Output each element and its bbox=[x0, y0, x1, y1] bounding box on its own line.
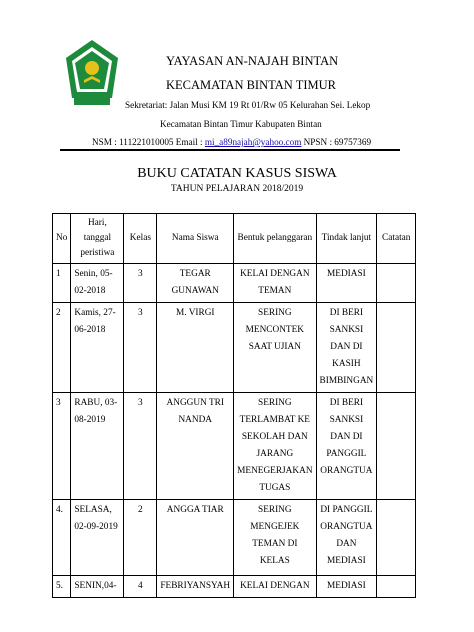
header-student-name: Nama Siswa bbox=[157, 214, 234, 264]
cell-no: 3 bbox=[53, 393, 71, 500]
cell-violation: SERING MENCONTEK SAAT UJIAN bbox=[234, 303, 316, 393]
header-class: Kelas bbox=[124, 214, 157, 264]
cell-notes bbox=[377, 500, 416, 576]
npsn-label: NPSN : 69757369 bbox=[301, 137, 372, 147]
cell-date: SELASA, 02-09-2019 bbox=[71, 500, 124, 576]
header-violation: Bentuk pelanggaran bbox=[234, 214, 316, 264]
table-row bbox=[53, 576, 416, 598]
cell-notes bbox=[377, 303, 416, 393]
cell-student-name: M. VIRGI bbox=[157, 303, 234, 393]
district-name: KECAMATAN BINTAN TIMUR bbox=[166, 78, 336, 92]
table-row bbox=[53, 264, 416, 303]
nsm-label: NSM : 111221010005 Email : bbox=[92, 137, 205, 147]
cell-date: SENIN,04- bbox=[71, 576, 124, 598]
table-row bbox=[53, 303, 416, 393]
cell-class: 3 bbox=[124, 264, 157, 303]
cell-student-name: ANGGA TIAR bbox=[157, 500, 234, 576]
header-no: No bbox=[53, 214, 71, 264]
cell-follow-up: DI BERI SANKSI DAN DI KASIH BIMBINGAN bbox=[316, 303, 377, 393]
cell-date: Kamis, 27-06-2018 bbox=[71, 303, 124, 393]
header-date: Hari, tanggal peristiwa bbox=[71, 214, 124, 264]
secretariat-address: Sekretariat: Jalan Musi KM 19 Rt 01/Rw 05 Kelurahan Sei. Lekop bbox=[125, 100, 371, 110]
cell-date: RABU, 03-08-2019 bbox=[71, 393, 124, 500]
cell-violation: KELAI DENGAN TEMAN bbox=[234, 264, 316, 303]
table-row bbox=[53, 393, 416, 500]
cell-class: 2 bbox=[124, 500, 157, 576]
cell-no: 1 bbox=[53, 264, 71, 303]
cell-student-name: FEBRIYANSYAH bbox=[157, 576, 234, 598]
header-divider bbox=[60, 149, 400, 151]
cell-student-name: TEGAR GUNAWAN bbox=[157, 264, 234, 303]
document-subtitle: TAHUN PELAJARAN 2018/2019 bbox=[170, 184, 304, 194]
table-header-row bbox=[53, 214, 416, 264]
document-title: BUKU CATATAN KASUS SISWA bbox=[137, 166, 337, 181]
cell-violation: SERING MENGEJEK TEMAN DI KELAS bbox=[234, 500, 316, 576]
cell-notes bbox=[377, 576, 416, 598]
case-table bbox=[52, 213, 416, 598]
cell-follow-up: MEDIASI bbox=[316, 576, 377, 598]
header-notes: Catatan bbox=[377, 214, 416, 264]
area-name: Kecamatan Bintan Timur Kabupaten Bintan bbox=[160, 119, 322, 129]
contact-line bbox=[92, 137, 371, 147]
cell-follow-up: DI BERI SANKSI DAN DI PANGGIL ORANGTUA bbox=[316, 393, 377, 500]
cell-no: 4. bbox=[53, 500, 71, 576]
header-follow-up: Tindak lanjut bbox=[316, 214, 377, 264]
table-row bbox=[53, 500, 416, 576]
ministry-logo bbox=[62, 38, 122, 108]
cell-no: 2 bbox=[53, 303, 71, 393]
cell-violation: SERING TERLAMBAT KE SEKOLAH DAN JARANG MENEGERJAKAN TUGAS bbox=[234, 393, 316, 500]
cell-no: 5. bbox=[53, 576, 71, 598]
cell-notes bbox=[377, 264, 416, 303]
cell-student-name: ANGGUN TRI NANDA bbox=[157, 393, 234, 500]
cell-class: 4 bbox=[124, 576, 157, 598]
org-name: YAYASAN AN-NAJAH BINTAN bbox=[166, 54, 339, 68]
email-link[interactable]: mi_a89najah@yahoo.com bbox=[204, 137, 302, 147]
cell-follow-up: DI PANGGIL ORANGTUA DAN MEDIASI bbox=[316, 500, 377, 576]
cell-violation: KELAI DENGAN bbox=[234, 576, 316, 598]
cell-class: 3 bbox=[124, 393, 157, 500]
cell-follow-up: MEDIASI bbox=[316, 264, 377, 303]
cell-notes bbox=[377, 393, 416, 500]
cell-date: Senin, 05-02-2018 bbox=[71, 264, 124, 303]
cell-class: 3 bbox=[124, 303, 157, 393]
